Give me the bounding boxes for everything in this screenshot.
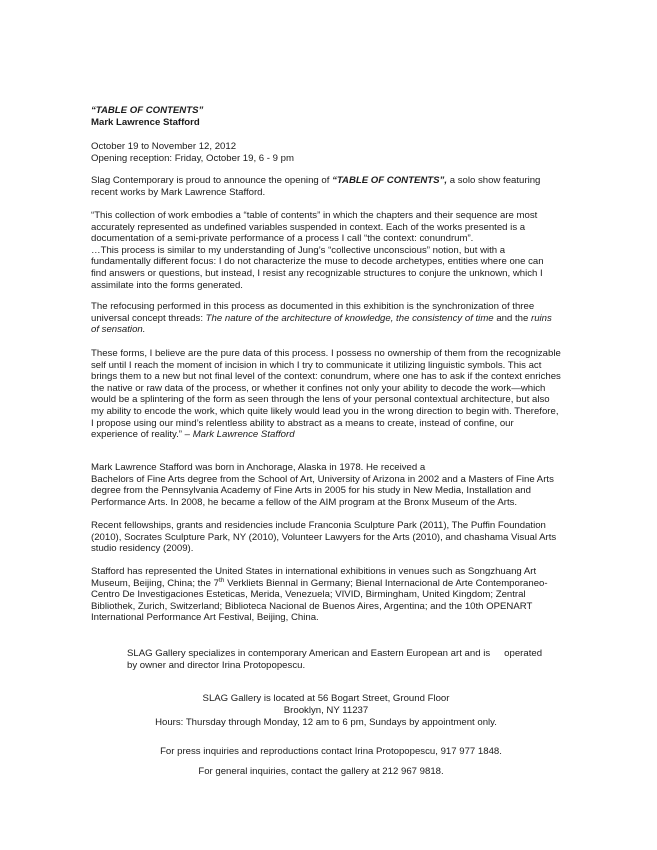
statement-paragraph-3 <box>91 348 561 441</box>
statement-p1: “This collection of work embodies a “table of contents” in which the chapters and their sequence are most accurately represented as undefined variables suspended in context. Each of the works presented is a documentation of a semi-private performance of a process I call “the context: conundrum”. <box>91 210 538 245</box>
opening-reception: Opening reception: Friday, October 19, 6 - 9 pm <box>91 153 294 164</box>
announcement-lead: Slag Contemporary is proud to announce the opening of <box>91 175 330 186</box>
fellowships-paragraph: Recent fellowships, grants and residencies include Franconia Sculpture Park (2011), The Puffin Foundation (2010), Socrates Sculpture Park, NY (2010), Volunteer Lawyers for the Arts (2010), and chashama Visual Arts studio residency (2009). <box>91 520 557 555</box>
gallery-about <box>127 648 557 671</box>
ordinal-suffix: th <box>218 576 225 584</box>
gallery-address-line-1: SLAG Gallery is located at 56 Bogart Street, Ground Floor <box>202 693 450 704</box>
announcement-paragraph <box>91 175 561 198</box>
exhibitions-b: Verkliets Biennal in Germany; Bienal Internacional de Arte Contemporaneo-Centro De Investigaciones Esteticas, Merida, Venezuela; VIVID, Birmingham, United Kingdom; Zentral Bibliothek, Zurich, Switzerland; Biblioteca Nacional de Buenos Aires, Argentina; and the 10th OPENART International Performance Art Festival, Beijing, China. <box>91 577 548 624</box>
statement-paragraph-2 <box>91 301 561 336</box>
exhibitions-paragraph <box>91 566 561 624</box>
exhibition-dates: October 19 to November 12, 2012 <box>91 141 237 152</box>
general-inquiries: For general inquiries, contact the gallery at 212 967 9818. <box>198 766 444 777</box>
gallery-hours: Hours: Thursday through Monday, 12 am to 6 pm, Sundays by appointment only. <box>155 717 497 728</box>
bio-line-1: Mark Lawrence Stafford was born in Anchorage, Alaska in 1978. He received a <box>91 462 426 473</box>
artist-name: Mark Lawrence Stafford <box>91 117 200 128</box>
bio-line-2: Bachelors of Fine Arts degree from the School of Art, University of Arizona in 2002 and a Masters of Fine Arts degree from the Pennsylvania Academy of Fine Arts in 2005 for his study in New Media, Installation and Performance Arts. In 2008, he became a fellow of the AIM program at the Bronx Museum of the Arts. <box>91 473 554 508</box>
show-title: “TABLE OF CONTENTS” <box>91 105 204 116</box>
gallery-about-b: operated <box>504 648 543 659</box>
statement-p2-threads: The nature of the architecture of knowledge, the consistency of time <box>205 312 494 324</box>
exhibitions-a: Stafford has represented the United States in international exhibitions in venues such as Songzhuang Art Museum, Beijing, China; the 7 <box>91 566 537 589</box>
statement-signature: Mark Lawrence Stafford <box>192 429 295 441</box>
statement-p3: These forms, I believe are the pure data of this process. I possess no ownership of them from the recognizable self until I reach the moment of incision in which I try to communicate it utilizing linguistic symbols. This act brings them to a new but not final level of the context: conundrum, where one has to ask if the context enriches the native or raw data of the process, or whether it confines not only your ability to decode the work—which would be a splintering of the form as seen through the lens of your personal contextual architecture, but also my ability to encode the work, which quite likely would lead you in the wrong direction to begin with. Therefore, I propose using our mind’s relentless ability to abstract as a means to create, instead of confine, our experience of reality.” – <box>91 348 561 441</box>
gallery-address-line-2: Brooklyn, NY 11237 <box>283 705 369 716</box>
announcement-tail: a solo show featuring recent works by Mark Lawrence Stafford. <box>91 175 541 198</box>
gallery-about-a: SLAG Gallery specializes in contemporary American and Eastern European art and is <box>127 648 491 659</box>
statement-p2-lead: The refocusing performed in this process as documented in this exhibition is the synchronization of three universal concept threads: <box>91 301 535 324</box>
bio-paragraph <box>91 462 561 508</box>
announcement-show-title: “TABLE OF CONTENTS”, <box>332 175 448 186</box>
statement-p2-last: ruins of sensation. <box>91 312 552 336</box>
statement-paragraph-1 <box>91 210 561 291</box>
gallery-about-c: by owner and director Irina Protopopescu. <box>127 659 306 671</box>
statement-p1b: …This process is similar to my understanding of Jung’s “collective unconscious” notion, but with a fundamentally different focus: I do not characterize the muse to decode archetypes, entities where one can find answers or questions, but instead, I resist any recognizable structures to conjure the unknown, which I assimilate into the forms generated. <box>91 244 544 291</box>
statement-p2-and: and the <box>496 312 529 324</box>
press-inquiries: For press inquiries and reproductions contact Irina Protopopescu, 917 977 1848. <box>160 746 502 757</box>
